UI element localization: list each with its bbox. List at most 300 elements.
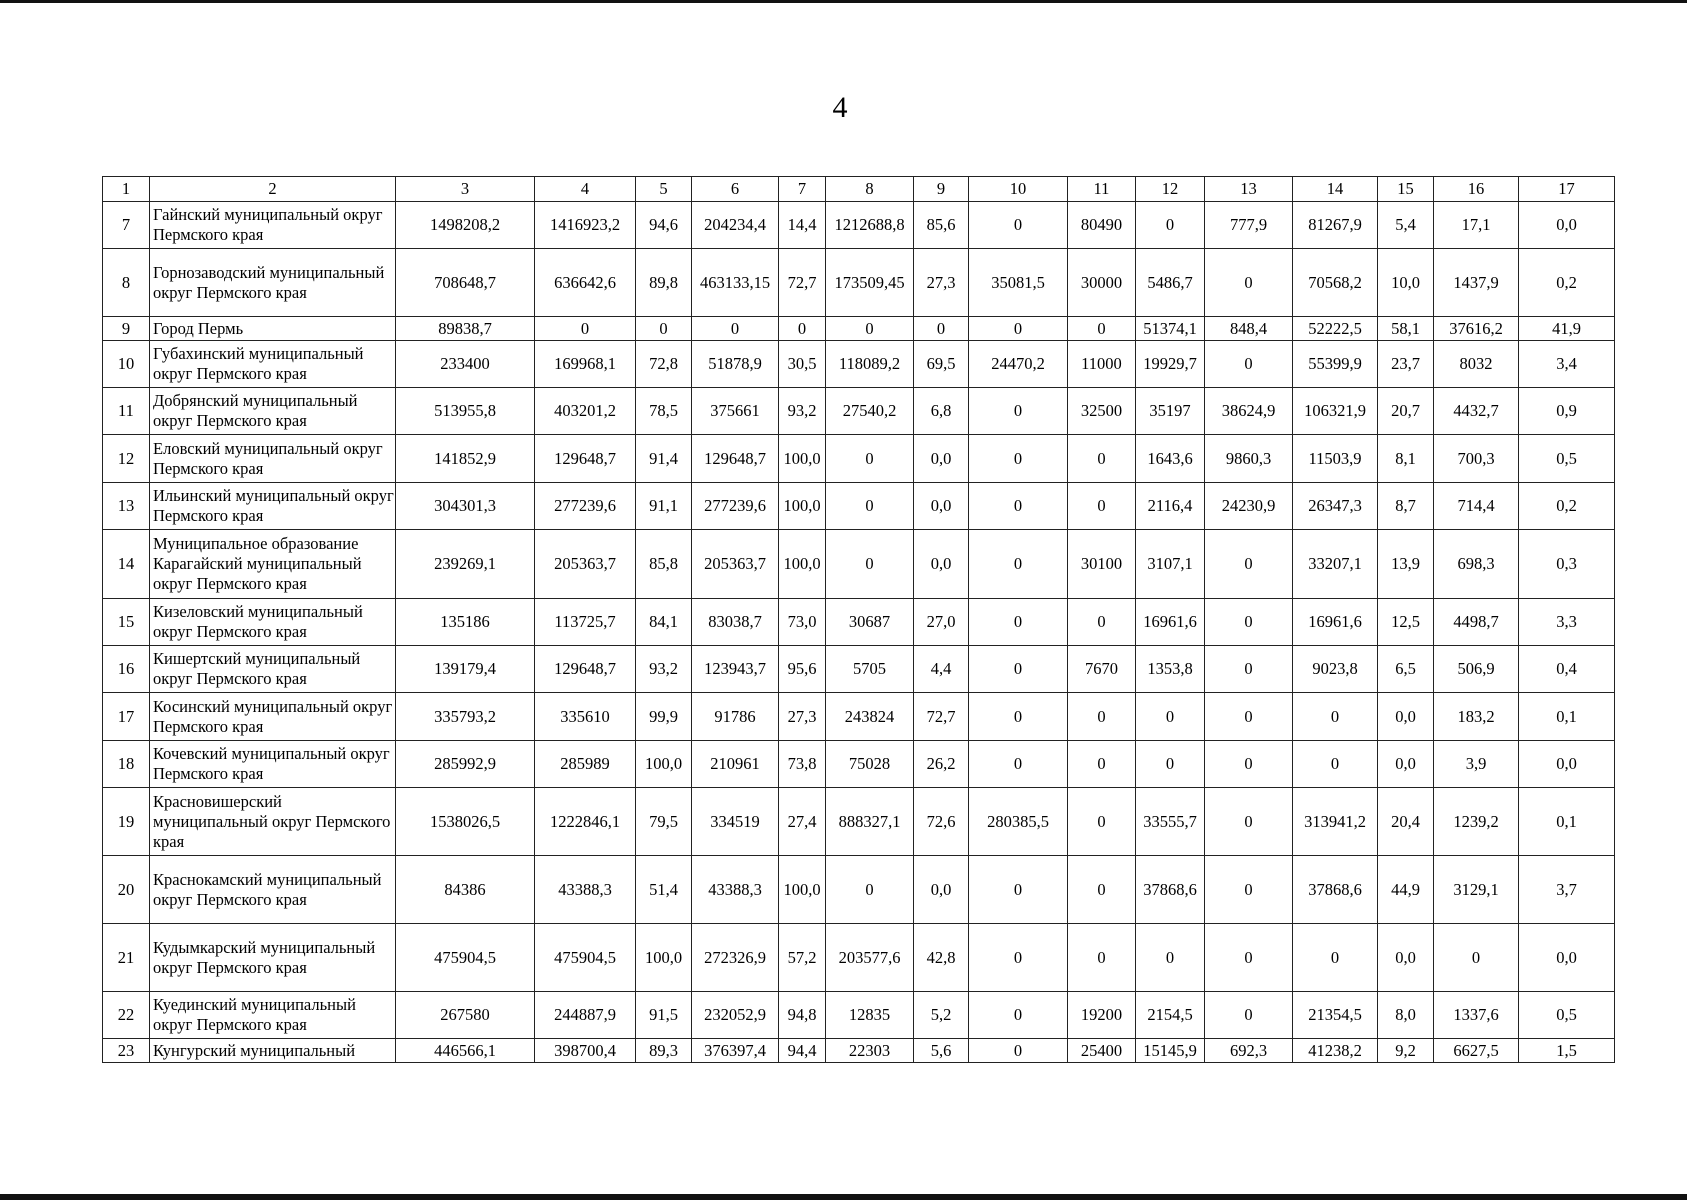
value-cell: 0 xyxy=(1068,483,1136,530)
value-cell: 78,5 xyxy=(636,388,692,435)
municipality-name-cell: Гайнский муниципальный округ Пермского края xyxy=(150,202,396,249)
value-cell: 277239,6 xyxy=(535,483,636,530)
value-cell: 0 xyxy=(1136,202,1205,249)
value-cell: 1212688,8 xyxy=(826,202,914,249)
column-number-cell: 12 xyxy=(1136,177,1205,202)
value-cell: 183,2 xyxy=(1434,693,1519,741)
value-cell: 777,9 xyxy=(1205,202,1293,249)
value-cell: 41238,2 xyxy=(1293,1039,1378,1063)
value-cell: 37868,6 xyxy=(1293,856,1378,924)
value-cell: 0,2 xyxy=(1519,483,1615,530)
value-cell: 84386 xyxy=(396,856,535,924)
value-cell: 0 xyxy=(969,435,1068,483)
value-cell: 0 xyxy=(1136,924,1205,992)
value-cell: 27540,2 xyxy=(826,388,914,435)
value-cell: 0 xyxy=(1205,741,1293,788)
value-cell: 51374,1 xyxy=(1136,317,1205,341)
row-number-cell: 17 xyxy=(103,693,150,741)
value-cell: 0 xyxy=(692,317,779,341)
value-cell: 205363,7 xyxy=(535,530,636,599)
value-cell: 4,4 xyxy=(914,646,969,693)
value-cell: 280385,5 xyxy=(969,788,1068,856)
row-number-cell: 13 xyxy=(103,483,150,530)
value-cell: 69,5 xyxy=(914,341,969,388)
value-cell: 3,3 xyxy=(1519,599,1615,646)
table-row xyxy=(103,483,1615,530)
value-cell: 475904,5 xyxy=(535,924,636,992)
value-cell: 304301,3 xyxy=(396,483,535,530)
value-cell: 0 xyxy=(826,530,914,599)
value-cell: 5,4 xyxy=(1378,202,1434,249)
table-row xyxy=(103,856,1615,924)
value-cell: 8,1 xyxy=(1378,435,1434,483)
value-cell: 0 xyxy=(826,435,914,483)
page-number: 4 xyxy=(832,91,848,124)
value-cell: 35081,5 xyxy=(969,249,1068,317)
value-cell: 30,5 xyxy=(779,341,826,388)
column-number-cell: 2 xyxy=(150,177,396,202)
value-cell: 506,9 xyxy=(1434,646,1519,693)
value-cell: 0,0 xyxy=(1519,202,1615,249)
value-cell: 1239,2 xyxy=(1434,788,1519,856)
value-cell: 0 xyxy=(1205,646,1293,693)
value-cell: 43388,3 xyxy=(535,856,636,924)
table-row xyxy=(103,1039,1615,1063)
value-cell: 24230,9 xyxy=(1205,483,1293,530)
value-cell: 1643,6 xyxy=(1136,435,1205,483)
value-cell: 5705 xyxy=(826,646,914,693)
value-cell: 27,0 xyxy=(914,599,969,646)
value-cell: 6,8 xyxy=(914,388,969,435)
value-cell: 20,7 xyxy=(1378,388,1434,435)
column-number-cell: 5 xyxy=(636,177,692,202)
value-cell: 113725,7 xyxy=(535,599,636,646)
value-cell: 313941,2 xyxy=(1293,788,1378,856)
table-row xyxy=(103,435,1615,483)
value-cell: 0 xyxy=(1293,741,1378,788)
value-cell: 0 xyxy=(1205,856,1293,924)
value-cell: 11000 xyxy=(1068,341,1136,388)
value-cell: 33207,1 xyxy=(1293,530,1378,599)
municipality-name-cell: Город Пермь xyxy=(150,317,396,341)
value-cell: 38624,9 xyxy=(1205,388,1293,435)
value-cell: 72,7 xyxy=(914,693,969,741)
value-cell: 475904,5 xyxy=(396,924,535,992)
value-cell: 26,2 xyxy=(914,741,969,788)
value-cell: 14,4 xyxy=(779,202,826,249)
value-cell: 0,0 xyxy=(914,483,969,530)
table-row xyxy=(103,341,1615,388)
row-number-cell: 15 xyxy=(103,599,150,646)
value-cell: 100,0 xyxy=(779,435,826,483)
value-cell: 204234,4 xyxy=(692,202,779,249)
value-cell: 2154,5 xyxy=(1136,992,1205,1039)
value-cell: 93,2 xyxy=(779,388,826,435)
row-number-cell: 22 xyxy=(103,992,150,1039)
value-cell: 20,4 xyxy=(1378,788,1434,856)
value-cell: 888327,1 xyxy=(826,788,914,856)
value-cell: 272326,9 xyxy=(692,924,779,992)
value-cell: 70568,2 xyxy=(1293,249,1378,317)
municipality-name-cell: Кунгурский муниципальный xyxy=(150,1039,396,1063)
value-cell: 0 xyxy=(914,317,969,341)
value-cell: 17,1 xyxy=(1434,202,1519,249)
value-cell: 0 xyxy=(969,599,1068,646)
value-cell: 89838,7 xyxy=(396,317,535,341)
value-cell: 51878,9 xyxy=(692,341,779,388)
scan-top-edge xyxy=(0,0,1687,3)
column-number-cell: 13 xyxy=(1205,177,1293,202)
value-cell: 139179,4 xyxy=(396,646,535,693)
value-cell: 44,9 xyxy=(1378,856,1434,924)
row-number-cell: 12 xyxy=(103,435,150,483)
table-row xyxy=(103,924,1615,992)
value-cell: 636642,6 xyxy=(535,249,636,317)
value-cell: 285989 xyxy=(535,741,636,788)
value-cell: 89,3 xyxy=(636,1039,692,1063)
value-cell: 0 xyxy=(969,202,1068,249)
municipality-name-cell: Муниципальное образование Карагайский муниципальный округ Пермского края xyxy=(150,530,396,599)
value-cell: 57,2 xyxy=(779,924,826,992)
value-cell: 37616,2 xyxy=(1434,317,1519,341)
value-cell: 13,9 xyxy=(1378,530,1434,599)
table-row xyxy=(103,202,1615,249)
value-cell: 0,5 xyxy=(1519,435,1615,483)
value-cell: 446566,1 xyxy=(396,1039,535,1063)
value-cell: 19200 xyxy=(1068,992,1136,1039)
value-cell: 100,0 xyxy=(779,530,826,599)
value-cell: 1437,9 xyxy=(1434,249,1519,317)
value-cell: 21354,5 xyxy=(1293,992,1378,1039)
value-cell: 0 xyxy=(969,992,1068,1039)
value-cell: 243824 xyxy=(826,693,914,741)
value-cell: 848,4 xyxy=(1205,317,1293,341)
value-cell: 0 xyxy=(969,388,1068,435)
value-cell: 26347,3 xyxy=(1293,483,1378,530)
value-cell: 267580 xyxy=(396,992,535,1039)
value-cell: 0 xyxy=(1205,341,1293,388)
value-cell: 16961,6 xyxy=(1136,599,1205,646)
value-cell: 89,8 xyxy=(636,249,692,317)
value-cell: 80490 xyxy=(1068,202,1136,249)
value-cell: 708648,7 xyxy=(396,249,535,317)
value-cell: 6627,5 xyxy=(1434,1039,1519,1063)
value-cell: 205363,7 xyxy=(692,530,779,599)
value-cell: 169968,1 xyxy=(535,341,636,388)
value-cell: 0 xyxy=(1205,924,1293,992)
municipality-name-cell: Ильинский муниципальный округ Пермского края xyxy=(150,483,396,530)
value-cell: 33555,7 xyxy=(1136,788,1205,856)
value-cell: 30100 xyxy=(1068,530,1136,599)
column-number-cell: 4 xyxy=(535,177,636,202)
value-cell: 73,8 xyxy=(779,741,826,788)
value-cell: 81267,9 xyxy=(1293,202,1378,249)
row-number-cell: 20 xyxy=(103,856,150,924)
value-cell: 203577,6 xyxy=(826,924,914,992)
value-cell: 30687 xyxy=(826,599,914,646)
value-cell: 141852,9 xyxy=(396,435,535,483)
value-cell: 129648,7 xyxy=(535,646,636,693)
municipality-name-cell: Добрянский муниципальный округ Пермского края xyxy=(150,388,396,435)
value-cell: 94,4 xyxy=(779,1039,826,1063)
value-cell: 6,5 xyxy=(1378,646,1434,693)
table-row xyxy=(103,317,1615,341)
value-cell: 0 xyxy=(969,856,1068,924)
value-cell: 335610 xyxy=(535,693,636,741)
value-cell: 19929,7 xyxy=(1136,341,1205,388)
value-cell: 0 xyxy=(969,317,1068,341)
table-row xyxy=(103,646,1615,693)
value-cell: 376397,4 xyxy=(692,1039,779,1063)
value-cell: 714,4 xyxy=(1434,483,1519,530)
value-cell: 0,0 xyxy=(914,435,969,483)
value-cell: 73,0 xyxy=(779,599,826,646)
value-cell: 91786 xyxy=(692,693,779,741)
value-cell: 27,4 xyxy=(779,788,826,856)
value-cell: 5486,7 xyxy=(1136,249,1205,317)
value-cell: 9023,8 xyxy=(1293,646,1378,693)
value-cell: 239269,1 xyxy=(396,530,535,599)
value-cell: 118089,2 xyxy=(826,341,914,388)
value-cell: 0 xyxy=(1068,856,1136,924)
value-cell: 35197 xyxy=(1136,388,1205,435)
value-cell: 72,6 xyxy=(914,788,969,856)
value-cell: 3,4 xyxy=(1519,341,1615,388)
value-cell: 3,9 xyxy=(1434,741,1519,788)
value-cell: 129648,7 xyxy=(692,435,779,483)
value-cell: 94,8 xyxy=(779,992,826,1039)
value-cell: 0 xyxy=(1068,741,1136,788)
table-row xyxy=(103,388,1615,435)
value-cell: 4498,7 xyxy=(1434,599,1519,646)
value-cell: 335793,2 xyxy=(396,693,535,741)
row-number-cell: 9 xyxy=(103,317,150,341)
value-cell: 244887,9 xyxy=(535,992,636,1039)
value-cell: 1222846,1 xyxy=(535,788,636,856)
municipality-name-cell: Косинский муниципальный округ Пермского края xyxy=(150,693,396,741)
value-cell: 0,0 xyxy=(914,530,969,599)
column-number-cell: 7 xyxy=(779,177,826,202)
value-cell: 11503,9 xyxy=(1293,435,1378,483)
column-number-cell: 15 xyxy=(1378,177,1434,202)
value-cell: 94,6 xyxy=(636,202,692,249)
value-cell: 233400 xyxy=(396,341,535,388)
value-cell: 403201,2 xyxy=(535,388,636,435)
value-cell: 8,0 xyxy=(1378,992,1434,1039)
value-cell: 3,7 xyxy=(1519,856,1615,924)
value-cell: 9860,3 xyxy=(1205,435,1293,483)
value-cell: 0,4 xyxy=(1519,646,1615,693)
value-cell: 0,9 xyxy=(1519,388,1615,435)
value-cell: 84,1 xyxy=(636,599,692,646)
value-cell: 232052,9 xyxy=(692,992,779,1039)
value-cell: 91,1 xyxy=(636,483,692,530)
table-row xyxy=(103,249,1615,317)
table-header-row xyxy=(103,177,1615,202)
value-cell: 10,0 xyxy=(1378,249,1434,317)
value-cell: 0 xyxy=(969,530,1068,599)
value-cell: 463133,15 xyxy=(692,249,779,317)
value-cell: 12,5 xyxy=(1378,599,1434,646)
budget-table xyxy=(102,176,1615,1063)
value-cell: 0 xyxy=(969,1039,1068,1063)
municipality-name-cell: Куединский муниципальный округ Пермского края xyxy=(150,992,396,1039)
row-number-cell: 10 xyxy=(103,341,150,388)
table-row xyxy=(103,530,1615,599)
value-cell: 0 xyxy=(1205,249,1293,317)
value-cell: 55399,9 xyxy=(1293,341,1378,388)
value-cell: 0 xyxy=(779,317,826,341)
value-cell: 692,3 xyxy=(1205,1039,1293,1063)
value-cell: 4432,7 xyxy=(1434,388,1519,435)
column-number-cell: 14 xyxy=(1293,177,1378,202)
value-cell: 375661 xyxy=(692,388,779,435)
municipality-name-cell: Еловский муниципальный округ Пермского края xyxy=(150,435,396,483)
value-cell: 0,1 xyxy=(1519,693,1615,741)
value-cell: 22303 xyxy=(826,1039,914,1063)
value-cell: 83038,7 xyxy=(692,599,779,646)
value-cell: 0,5 xyxy=(1519,992,1615,1039)
value-cell: 700,3 xyxy=(1434,435,1519,483)
table-row xyxy=(103,599,1615,646)
column-number-cell: 9 xyxy=(914,177,969,202)
value-cell: 85,6 xyxy=(914,202,969,249)
value-cell: 1416923,2 xyxy=(535,202,636,249)
municipality-name-cell: Кизеловский муниципальный округ Пермского края xyxy=(150,599,396,646)
value-cell: 0,1 xyxy=(1519,788,1615,856)
value-cell: 0 xyxy=(1068,924,1136,992)
value-cell: 173509,45 xyxy=(826,249,914,317)
value-cell: 100,0 xyxy=(779,483,826,530)
table-row xyxy=(103,741,1615,788)
value-cell: 0 xyxy=(1434,924,1519,992)
value-cell: 135186 xyxy=(396,599,535,646)
row-number-cell: 7 xyxy=(103,202,150,249)
value-cell: 0 xyxy=(1205,788,1293,856)
value-cell: 0 xyxy=(969,646,1068,693)
value-cell: 32500 xyxy=(1068,388,1136,435)
value-cell: 9,2 xyxy=(1378,1039,1434,1063)
row-number-cell: 18 xyxy=(103,741,150,788)
value-cell: 5,2 xyxy=(914,992,969,1039)
value-cell: 41,9 xyxy=(1519,317,1615,341)
value-cell: 1337,6 xyxy=(1434,992,1519,1039)
value-cell: 210961 xyxy=(692,741,779,788)
value-cell: 15145,9 xyxy=(1136,1039,1205,1063)
value-cell: 285992,9 xyxy=(396,741,535,788)
value-cell: 0,0 xyxy=(1378,693,1434,741)
value-cell: 0 xyxy=(969,693,1068,741)
municipality-name-cell: Кишертский муниципальный округ Пермского края xyxy=(150,646,396,693)
value-cell: 0,0 xyxy=(1519,924,1615,992)
value-cell: 0 xyxy=(969,483,1068,530)
column-number-cell: 16 xyxy=(1434,177,1519,202)
value-cell: 1,5 xyxy=(1519,1039,1615,1063)
value-cell: 8,7 xyxy=(1378,483,1434,530)
value-cell: 91,4 xyxy=(636,435,692,483)
value-cell: 1538026,5 xyxy=(396,788,535,856)
value-cell: 0 xyxy=(1136,693,1205,741)
value-cell: 0,0 xyxy=(1378,924,1434,992)
column-number-cell: 3 xyxy=(396,177,535,202)
value-cell: 0 xyxy=(1068,435,1136,483)
value-cell: 0 xyxy=(1205,530,1293,599)
value-cell: 0 xyxy=(535,317,636,341)
value-cell: 0,3 xyxy=(1519,530,1615,599)
value-cell: 2116,4 xyxy=(1136,483,1205,530)
value-cell: 0 xyxy=(969,924,1068,992)
value-cell: 1353,8 xyxy=(1136,646,1205,693)
value-cell: 513955,8 xyxy=(396,388,535,435)
value-cell: 0 xyxy=(826,856,914,924)
table-body xyxy=(103,177,1615,1063)
value-cell: 129648,7 xyxy=(535,435,636,483)
value-cell: 24470,2 xyxy=(969,341,1068,388)
value-cell: 25400 xyxy=(1068,1039,1136,1063)
value-cell: 0 xyxy=(1293,924,1378,992)
value-cell: 43388,3 xyxy=(692,856,779,924)
value-cell: 16961,6 xyxy=(1293,599,1378,646)
value-cell: 0 xyxy=(1136,741,1205,788)
value-cell: 91,5 xyxy=(636,992,692,1039)
column-number-cell: 11 xyxy=(1068,177,1136,202)
value-cell: 12835 xyxy=(826,992,914,1039)
value-cell: 100,0 xyxy=(636,924,692,992)
value-cell: 0,0 xyxy=(1378,741,1434,788)
value-cell: 0 xyxy=(1293,693,1378,741)
row-number-cell: 16 xyxy=(103,646,150,693)
municipality-name-cell: Краснокамский муниципальный округ Пермского края xyxy=(150,856,396,924)
row-number-cell: 11 xyxy=(103,388,150,435)
value-cell: 334519 xyxy=(692,788,779,856)
value-cell: 72,8 xyxy=(636,341,692,388)
value-cell: 0 xyxy=(1068,693,1136,741)
value-cell: 0 xyxy=(636,317,692,341)
value-cell: 0 xyxy=(1205,599,1293,646)
value-cell: 7670 xyxy=(1068,646,1136,693)
column-number-cell: 6 xyxy=(692,177,779,202)
value-cell: 0,2 xyxy=(1519,249,1615,317)
value-cell: 0 xyxy=(969,741,1068,788)
value-cell: 75028 xyxy=(826,741,914,788)
value-cell: 0 xyxy=(1068,599,1136,646)
value-cell: 3107,1 xyxy=(1136,530,1205,599)
value-cell: 30000 xyxy=(1068,249,1136,317)
row-number-cell: 21 xyxy=(103,924,150,992)
value-cell: 52222,5 xyxy=(1293,317,1378,341)
value-cell: 0,0 xyxy=(914,856,969,924)
row-number-cell: 19 xyxy=(103,788,150,856)
municipality-name-cell: Кудымкарский муниципальный округ Пермского края xyxy=(150,924,396,992)
column-number-cell: 1 xyxy=(103,177,150,202)
value-cell: 95,6 xyxy=(779,646,826,693)
column-number-cell: 8 xyxy=(826,177,914,202)
value-cell: 42,8 xyxy=(914,924,969,992)
table-row xyxy=(103,693,1615,741)
municipality-name-cell: Губахинский муниципальный округ Пермского края xyxy=(150,341,396,388)
row-number-cell: 14 xyxy=(103,530,150,599)
row-number-cell: 8 xyxy=(103,249,150,317)
value-cell: 0 xyxy=(1068,788,1136,856)
column-number-cell: 10 xyxy=(969,177,1068,202)
value-cell: 1498208,2 xyxy=(396,202,535,249)
value-cell: 23,7 xyxy=(1378,341,1434,388)
value-cell: 698,3 xyxy=(1434,530,1519,599)
column-number-cell: 17 xyxy=(1519,177,1615,202)
value-cell: 100,0 xyxy=(636,741,692,788)
value-cell: 0 xyxy=(1068,317,1136,341)
value-cell: 123943,7 xyxy=(692,646,779,693)
